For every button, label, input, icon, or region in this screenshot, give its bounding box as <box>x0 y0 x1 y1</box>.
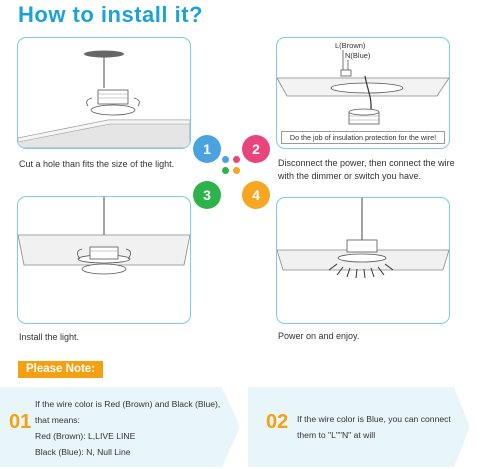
step-4-caption: Power on and enjoy. <box>278 331 360 341</box>
note-1-number: 01 <box>9 411 32 433</box>
step-2-caption <box>278 157 455 183</box>
step-3-badge: 3 <box>193 181 221 209</box>
note-2-line: If the wire color is Blue, you can connect <box>297 414 451 424</box>
page-title: How to install it? <box>18 2 203 27</box>
step-2-illustration <box>276 37 450 149</box>
note-2-number: 02 <box>266 411 289 433</box>
step-3-illustration <box>17 196 191 324</box>
step-3-caption: Install the light. <box>19 332 80 342</box>
note-1-line: If the wire color is Red (Brown) and Black (Blue), <box>35 399 221 409</box>
connector-dot <box>222 156 229 163</box>
step-2-caption-line: with the dimmer or switch you have. <box>278 171 422 181</box>
note-1-line: Red (Brown): L,LIVE LINE <box>35 431 136 441</box>
step-4-illustration <box>276 197 450 324</box>
step-1-caption: Cut a hole than fits the size of the light. <box>19 159 175 169</box>
connector-dot <box>233 156 240 163</box>
please-note-badge: Please Note: <box>18 361 103 378</box>
step-2-badge: 2 <box>242 135 270 163</box>
note-2-line: them to "L""N" at will <box>297 430 376 440</box>
connector-dot <box>233 167 240 174</box>
step-1-illustration <box>17 37 191 149</box>
note-1-text <box>35 396 220 460</box>
step-2-caption-line: Disconnect the power, then connect the wire <box>278 158 455 168</box>
neutral-wire-label: N(Blue) <box>345 51 371 60</box>
live-wire-label: L(Brown) <box>335 41 366 50</box>
step-1-badge: 1 <box>193 135 221 163</box>
step-4-badge: 4 <box>242 181 270 209</box>
insulation-warning: Do the job of insulation protection for the wire! <box>281 131 445 144</box>
note-1-line: that means: <box>35 415 80 425</box>
note-1-line: Black (Blue): N, Null Line <box>35 447 131 457</box>
note-2-text <box>297 411 451 443</box>
connector-dot <box>222 167 229 174</box>
